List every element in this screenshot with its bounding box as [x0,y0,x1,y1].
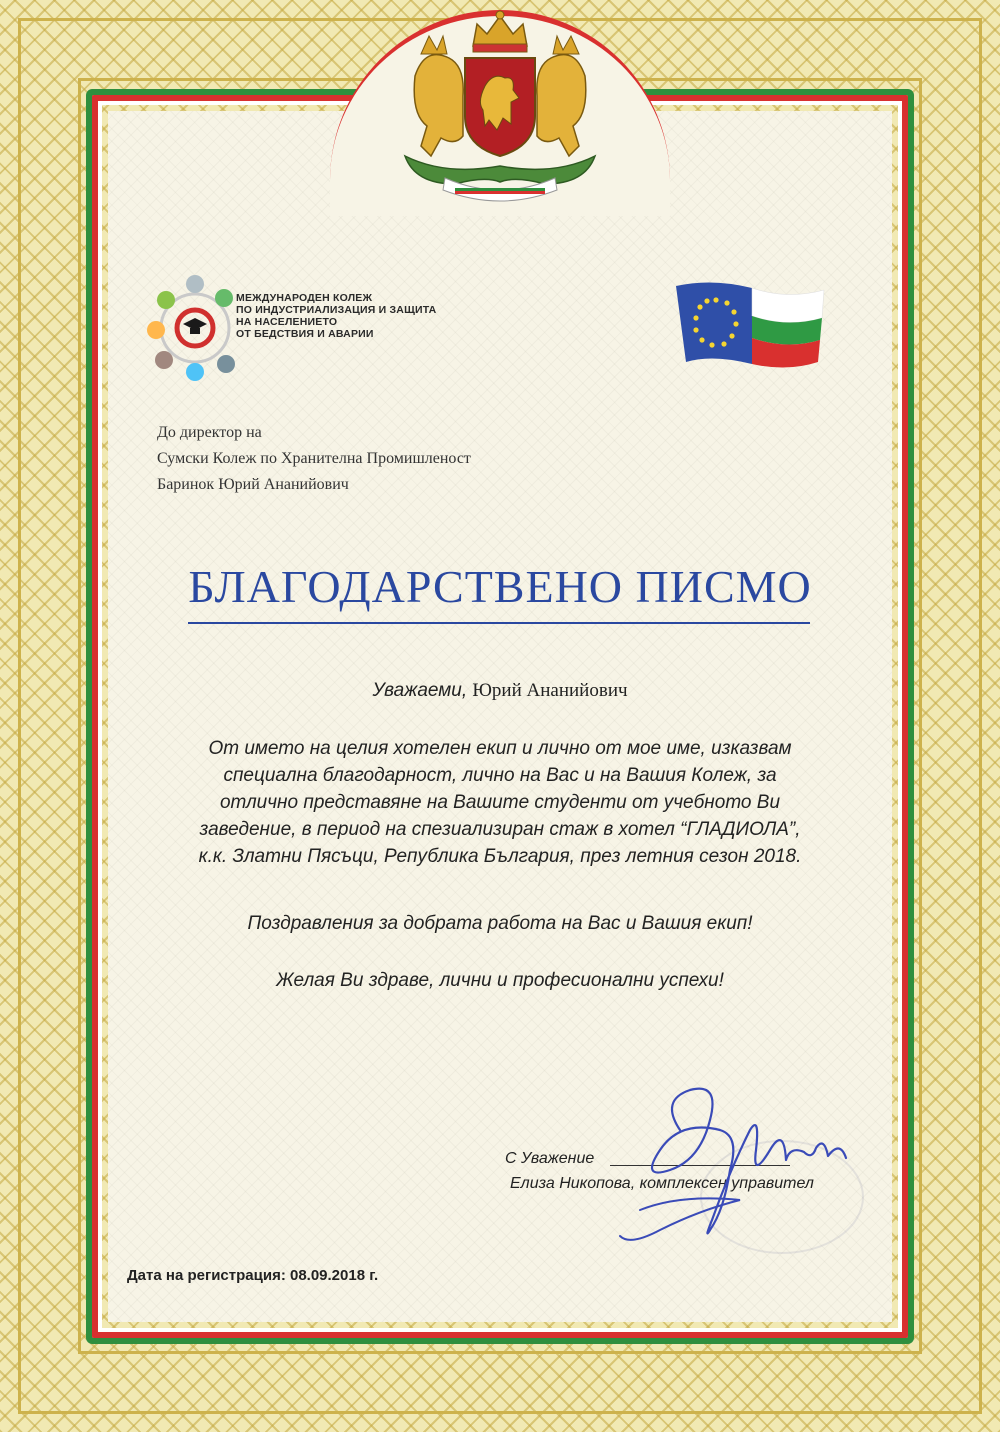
college-emblem-icon [140,268,250,386]
addressee-line: Баринок Юрий Ананийович [157,476,349,493]
college-name-line: МЕЖДУНАРОДЕН КОЛЕЖ [236,292,373,304]
body-line: От името на целия хотелен екип и лично от мое име, изказвам [208,738,792,759]
wishes-line: Желая Ви здраве, лични и професионални успехи! [276,970,724,991]
college-name-line: НА НАСЕЛЕНИЕТО [236,316,338,328]
body-line: к.к. Златни Пясъци, Република България, през летния сезон 2018. [198,846,802,867]
registration-date: Дата на регистрация: 08.09.2018 г. [127,1267,379,1284]
addressee-block [157,420,471,498]
body-line: заведение, в период на спезиализиран стаж в хотел “ГЛАДИОЛА”, [199,819,801,840]
addressee-line: Сумски Колеж по Хранителна Промишленост [157,450,471,467]
letter-title: БЛАГОДАРСТВЕНО ПИСМО [188,561,812,612]
body-line: отлично представяне на Вашите студенти от учебното Ви [219,792,781,813]
eu-bulgaria-flag-icon [672,278,832,378]
title-underline [188,622,810,624]
greeting [150,680,850,702]
congratulations-line: Поздравления за добрата работа на Вас и Вашия екип! [247,913,753,934]
college-name-line: ОТ БЕДСТВИЯ И АВАРИИ [236,328,374,340]
closing-phrase: С Уважение [505,1150,595,1167]
signer-name: Елиза Никопова, комплексен управител [510,1175,814,1192]
body-line: специална благодарност, лично на Вас и на Вашия Колеж, за [223,765,777,786]
college-name [236,292,456,340]
bulgarian-coat-of-arms-icon [385,6,615,206]
handwritten-signature [600,1060,860,1260]
greeting-name: Юрий Ананийович [472,680,628,701]
greeting-prefix: Уважаеми, [372,680,468,701]
college-name-line: ПО ИНДУСТРИАЛИЗАЦИЯ И ЗАЩИТА [236,304,437,316]
letter-body [160,735,840,870]
addressee-line: До директор на [157,424,262,441]
